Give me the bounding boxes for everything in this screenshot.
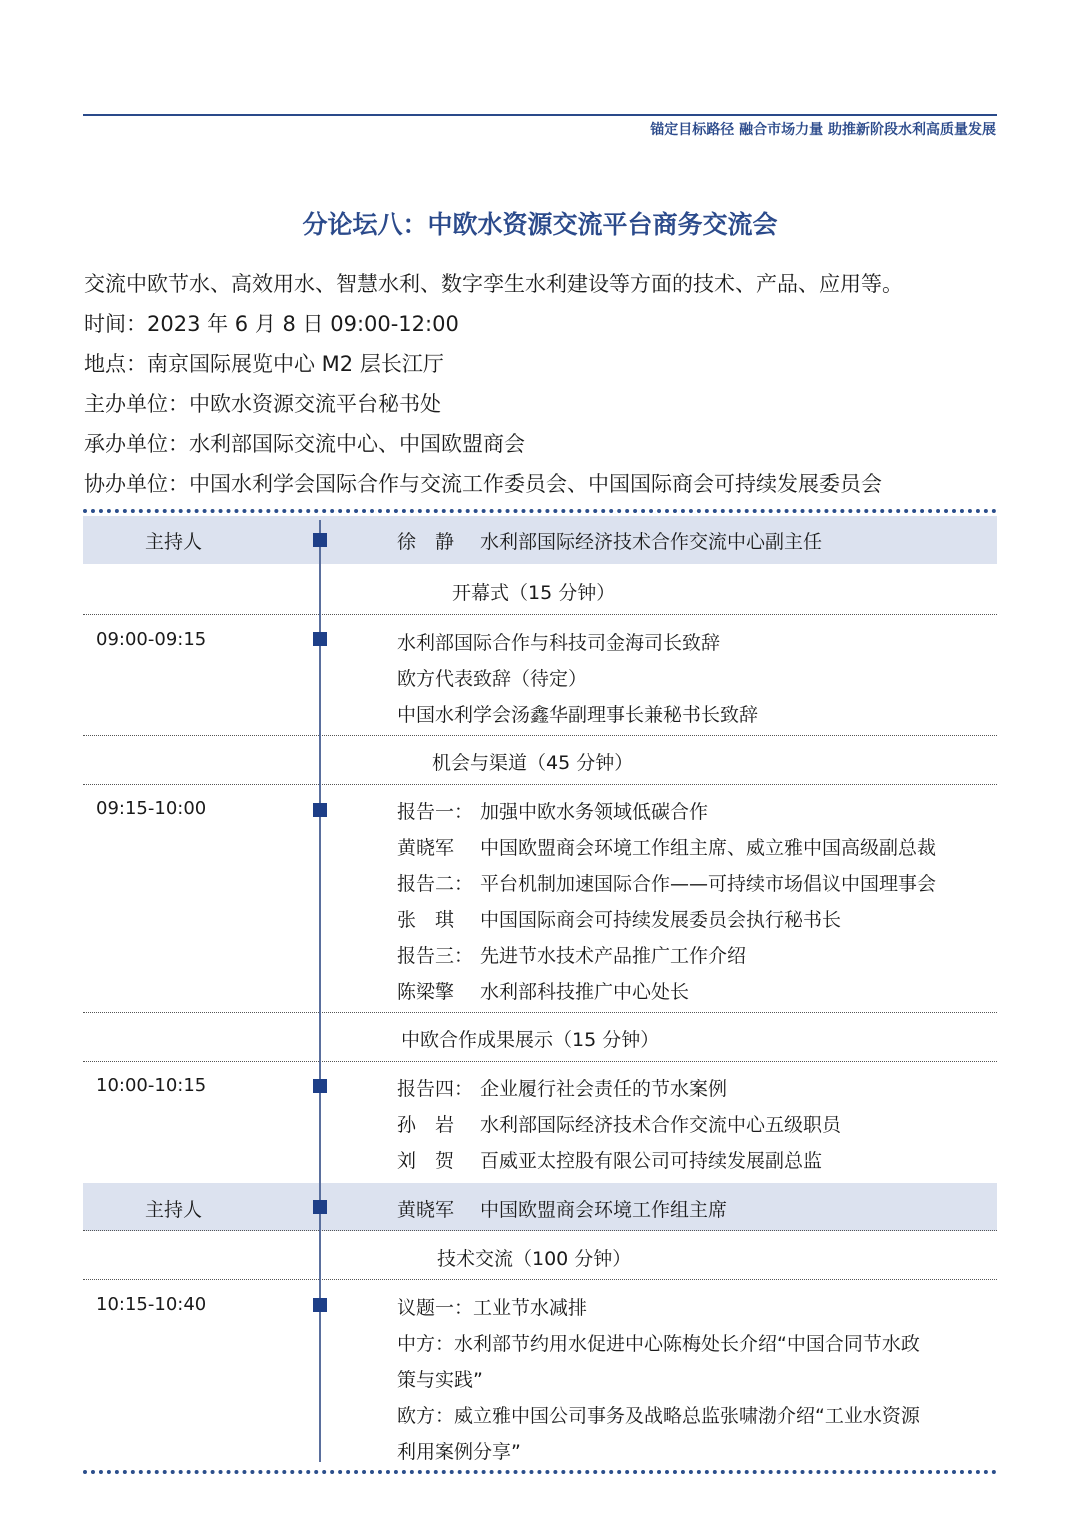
agenda-line: 欧方：威立雅中国公司事务及战略总监张啸渤介绍“工业水资源 — [397, 1405, 920, 1427]
timeline-marker — [313, 1200, 327, 1214]
section-title-opening: 开幕式（15 分钟） — [452, 582, 616, 604]
row-label: 报告三： — [397, 945, 474, 967]
section-title-showcase: 中欧合作成果展示（15 分钟） — [401, 1029, 660, 1051]
host-entry — [397, 527, 822, 554]
row-label: 张 琪 — [397, 909, 455, 931]
timeline-marker — [313, 803, 327, 817]
divider — [83, 1012, 997, 1013]
divider — [83, 1279, 997, 1280]
row-text: 平台机制加速国际合作——可持续市场倡议中国理事会 — [480, 873, 937, 895]
undertaker-info: 承办单位：水利部国际交流中心、中国欧盟商会 — [84, 432, 525, 456]
venue-info: 地点：南京国际展览中心 M2 层长江厅 — [84, 352, 444, 376]
agenda-row — [397, 833, 936, 860]
section-title-opportunity: 机会与渠道（45 分钟） — [432, 752, 634, 774]
agenda-line: 议题一：工业节水减排 — [397, 1297, 588, 1319]
agenda-line: 中方：水利部节约用水促进中心陈梅处长介绍“中国合同节水政 — [397, 1333, 920, 1355]
time-slot: 10:15-10:40 — [96, 1294, 207, 1315]
time-slot: 09:15-10:00 — [96, 798, 207, 819]
row-text: 先进节水技术产品推广工作介绍 — [480, 945, 747, 967]
row-label: 孙 岩 — [397, 1114, 455, 1136]
divider — [83, 735, 997, 736]
host-entry — [397, 1195, 727, 1222]
agenda-line: 水利部国际合作与科技司金海司长致辞 — [397, 632, 721, 654]
row-text: 水利部科技推广中心处长 — [480, 981, 690, 1003]
header-rule — [83, 114, 997, 116]
row-text: 加强中欧水务领域低碳合作 — [480, 801, 709, 823]
row-label: 陈梁擎 — [397, 981, 455, 1003]
row-label: 刘 贺 — [397, 1150, 455, 1172]
host-title: 中国欧盟商会环境工作组主席 — [480, 1199, 728, 1221]
row-label: 报告四： — [397, 1078, 474, 1100]
divider — [83, 614, 997, 615]
agenda-line: 利用案例分享” — [397, 1441, 521, 1463]
row-label: 报告一： — [397, 801, 474, 823]
time-slot: 09:00-09:15 — [96, 629, 207, 650]
divider — [83, 1230, 997, 1231]
agenda-row — [397, 1074, 727, 1101]
agenda-line: 欧方代表致辞（待定） — [397, 668, 588, 690]
section-title-tech: 技术交流（100 分钟） — [437, 1248, 632, 1270]
row-text: 中国国际商会可持续发展委员会执行秘书长 — [480, 909, 842, 931]
agenda-row — [397, 977, 689, 1004]
agenda-line: 中国水利学会汤鑫华副理事长兼秘书长致辞 — [397, 704, 759, 726]
description: 交流中欧节水、高效用水、智慧水利、数字孪生水利建设等方面的技术、产品、应用等。 — [84, 272, 903, 296]
row-text: 中国欧盟商会环境工作组主席、威立雅中国高级副总裁 — [480, 837, 937, 859]
row-text: 百威亚太控股有限公司可持续发展副总监 — [480, 1150, 823, 1172]
divider — [83, 1061, 997, 1062]
host-label: 主持人 — [145, 531, 203, 553]
row-text: 水利部国际经济技术合作交流中心五级职员 — [480, 1114, 842, 1136]
timeline-line — [319, 520, 321, 1462]
divider — [83, 784, 997, 785]
host-name: 徐 静 — [397, 531, 455, 553]
agenda-row — [397, 1146, 822, 1173]
timeline-marker — [313, 1298, 327, 1312]
host-title: 水利部国际经济技术合作交流中心副主任 — [480, 531, 823, 553]
timeline-marker — [313, 533, 327, 547]
host-label: 主持人 — [145, 1199, 203, 1221]
row-label: 报告二： — [397, 873, 474, 895]
agenda-row — [397, 869, 936, 896]
table-top-border — [83, 509, 997, 513]
time-slot: 10:00-10:15 — [96, 1075, 207, 1096]
host-name: 黄晓军 — [397, 1199, 455, 1221]
forum-title: 分论坛八：中欧水资源交流平台商务交流会 — [302, 210, 778, 239]
timeline-marker — [313, 632, 327, 646]
agenda-row — [397, 905, 841, 932]
time-info: 时间：2023 年 6 月 8 日 09:00-12:00 — [84, 312, 459, 336]
forum-info — [84, 264, 903, 504]
agenda-row — [397, 941, 746, 968]
agenda-row — [397, 1110, 841, 1137]
agenda-row — [397, 797, 708, 824]
row-label: 黄晓军 — [397, 837, 455, 859]
timeline-marker — [313, 1079, 327, 1093]
table-bottom-border — [83, 1470, 997, 1474]
agenda-line: 策与实践” — [397, 1369, 483, 1391]
co-organizer-info: 协办单位：中国水利学会国际合作与交流工作委员会、中国国际商会可持续发展委员会 — [84, 472, 882, 496]
row-text: 企业履行社会责任的节水案例 — [480, 1078, 728, 1100]
header-slogan: 锚定目标路径 融合市场力量 助推新阶段水利高质量发展 — [650, 122, 996, 138]
organizer-info: 主办单位：中欧水资源交流平台秘书处 — [84, 392, 441, 416]
